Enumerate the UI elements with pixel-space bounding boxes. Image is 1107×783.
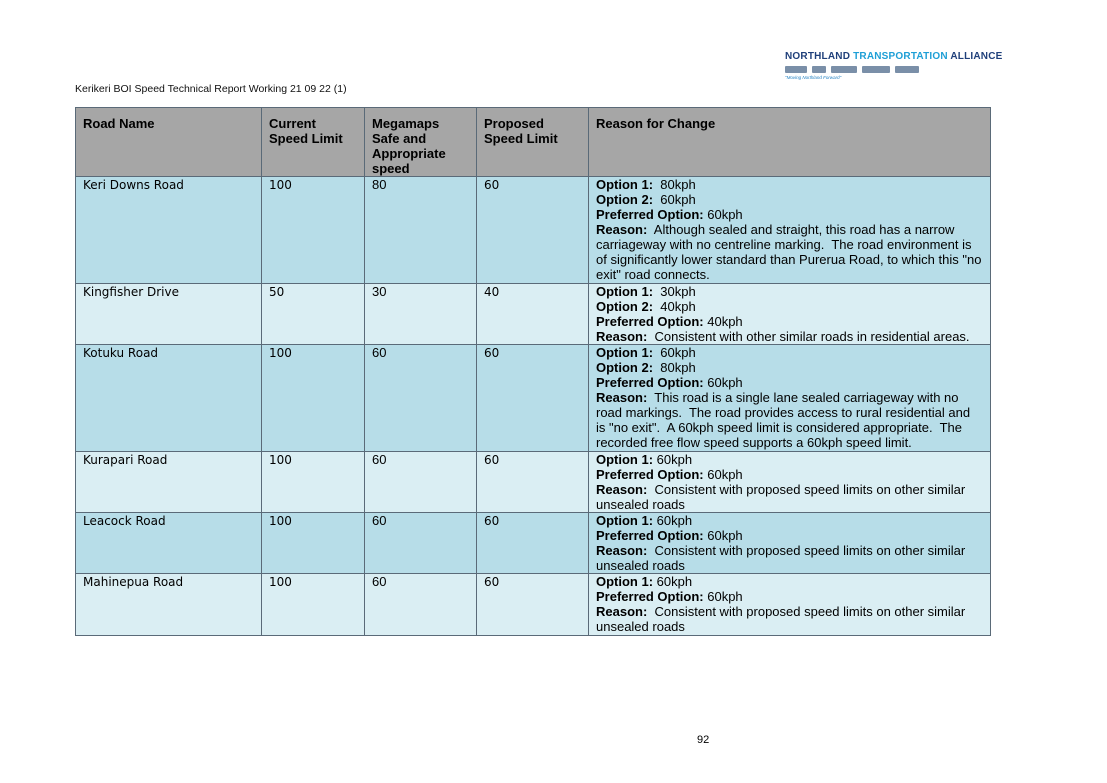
reason-text: 30kph xyxy=(653,284,696,299)
reason-line xyxy=(596,467,983,482)
reason-label: Reason: xyxy=(596,329,648,344)
megamaps-speed-cell: 60 xyxy=(365,452,477,513)
proposed-speed-cell-text: 40 xyxy=(484,285,500,299)
reason-cell xyxy=(589,513,991,574)
reason-line xyxy=(596,207,983,222)
reason-text: 60kph xyxy=(653,513,693,528)
logo-title-part3: ALLIANCE xyxy=(947,51,1003,62)
reason-line xyxy=(596,329,983,344)
logo-title-part1: NORTHLAND xyxy=(785,51,854,62)
table-row xyxy=(76,513,991,574)
proposed-speed-cell-text: 60 xyxy=(484,178,500,192)
reason-label: Option 1: xyxy=(596,452,654,467)
reason-text: 80kph xyxy=(653,360,696,375)
header-proposed-speed-limit: Proposed Speed Limit xyxy=(477,108,589,177)
megamaps-speed-cell: 60 xyxy=(365,513,477,574)
reason-cell xyxy=(589,177,991,284)
reason-label: Preferred Option: xyxy=(596,528,704,543)
proposed-speed-cell-text: 60 xyxy=(484,575,500,589)
reason-text: 60kph xyxy=(653,192,696,207)
reason-cell xyxy=(589,284,991,345)
logo-title xyxy=(785,51,1003,62)
reason-line xyxy=(596,284,983,299)
partner-logo-5 xyxy=(895,66,919,73)
reason-line xyxy=(596,222,986,282)
partner-logo-4 xyxy=(862,66,890,73)
road-name-cell-text: Kotuku Road xyxy=(83,346,159,360)
reason-label: Reason: xyxy=(596,543,648,558)
reason-text: Consistent with proposed speed limits on other similar unsealed roads xyxy=(596,482,969,512)
partner-logo-3 xyxy=(831,66,857,73)
reason-label: Option 2: xyxy=(596,360,654,375)
current-speed-cell-text: 100 xyxy=(269,178,292,192)
reason-label: Option 1: xyxy=(596,574,654,589)
proposed-speed-cell-text: 60 xyxy=(484,514,500,528)
proposed-speed-cell xyxy=(477,513,589,574)
header-megamaps-speed: Megamaps Safe and Appropriate speed xyxy=(365,108,477,177)
reason-text: 60kph xyxy=(703,589,743,604)
reason-text: 60kph xyxy=(703,207,743,222)
proposed-speed-cell xyxy=(477,177,589,284)
reason-label: Preferred Option: xyxy=(596,589,704,604)
reason-label: Reason: xyxy=(596,222,648,237)
proposed-speed-cell-text: 60 xyxy=(484,346,500,360)
road-name-cell-text: Kurapari Road xyxy=(83,453,168,467)
reason-label: Reason: xyxy=(596,604,648,619)
document-header: Kerikeri BOI Speed Technical Report Working 21 09 22 (1) xyxy=(75,83,347,95)
reason-label: Preferred Option: xyxy=(596,467,704,482)
reason-label: Reason: xyxy=(596,390,648,405)
current-speed-cell-text: 100 xyxy=(269,514,292,528)
table-header-row xyxy=(76,108,991,177)
road-name-cell xyxy=(76,284,262,345)
reason-text: This road is a single lane sealed carriageway with no road markings. The road provides access to rural residential and is "no exit". A 60kph speed limit is considered appropriate. The recorded free flow speed supports a 60kph speed limit. xyxy=(596,390,974,450)
reason-text: 60kph xyxy=(703,528,743,543)
reason-line xyxy=(596,177,983,192)
reason-text: 60kph xyxy=(653,345,696,360)
megamaps-speed-cell: 60 xyxy=(365,574,477,636)
reason-text: 60kph xyxy=(703,375,743,390)
megamaps-speed-cell: 30 xyxy=(365,284,477,345)
road-name-cell-text: Mahinepua Road xyxy=(83,575,184,589)
reason-line xyxy=(596,375,983,390)
reason-line xyxy=(596,574,983,589)
current-speed-cell-text: 100 xyxy=(269,575,292,589)
current-speed-cell-text: 100 xyxy=(269,453,292,467)
road-name-cell xyxy=(76,513,262,574)
header-reason-for-change: Reason for Change xyxy=(589,108,991,177)
reason-text: 60kph xyxy=(703,467,743,482)
reason-label: Option 1: xyxy=(596,345,654,360)
current-speed-cell-text: 50 xyxy=(269,285,285,299)
road-name-cell xyxy=(76,177,262,284)
reason-line xyxy=(596,390,983,450)
partner-logos xyxy=(785,64,955,74)
reason-line xyxy=(596,299,983,314)
table-row xyxy=(76,345,991,452)
reason-line xyxy=(596,360,983,375)
reason-line xyxy=(596,192,983,207)
road-name-cell-text: Leacock Road xyxy=(83,514,166,528)
megamaps-speed-cell: 80 xyxy=(365,177,477,284)
reason-text: Consistent with proposed speed limits on other similar unsealed roads xyxy=(596,604,969,634)
reason-text: Although sealed and straight, this road has a narrow carriageway with no centreline marking. The road environment is of significantly lower standard than Purerua Road, to which this "no exit" road connects. xyxy=(596,222,986,282)
reason-line xyxy=(596,589,983,604)
header-current-speed-limit: Current Speed Limit xyxy=(262,108,365,177)
reason-line xyxy=(596,513,983,528)
northland-transportation-alliance-logo xyxy=(785,51,1003,83)
road-name-cell xyxy=(76,345,262,452)
reason-label: Preferred Option: xyxy=(596,207,704,222)
reason-line xyxy=(596,314,983,329)
table-row xyxy=(76,284,991,345)
reason-line xyxy=(596,482,983,512)
reason-cell xyxy=(589,574,991,636)
table-body xyxy=(76,177,991,636)
reason-label: Reason: xyxy=(596,482,648,497)
megamaps-speed-cell: 60 xyxy=(365,345,477,452)
current-speed-cell-text: 100 xyxy=(269,346,292,360)
reason-line xyxy=(596,345,983,360)
reason-text: 40kph xyxy=(703,314,743,329)
reason-cell xyxy=(589,452,991,513)
partner-logo-2 xyxy=(812,66,826,73)
reason-label: Option 1: xyxy=(596,177,654,192)
reason-label: Option 2: xyxy=(596,192,654,207)
road-name-cell-text: Keri Downs Road xyxy=(83,178,184,192)
proposed-speed-cell xyxy=(477,452,589,513)
proposed-speed-cell xyxy=(477,284,589,345)
reason-text: 80kph xyxy=(653,177,696,192)
reason-label: Preferred Option: xyxy=(596,375,704,390)
current-speed-cell xyxy=(262,284,365,345)
partner-logo-1 xyxy=(785,66,807,73)
road-name-cell xyxy=(76,452,262,513)
proposed-speed-cell xyxy=(477,574,589,636)
reason-text: Consistent with other similar roads in residential areas. xyxy=(647,329,970,344)
reason-label: Option 1: xyxy=(596,284,654,299)
reason-text: 60kph xyxy=(653,452,693,467)
reason-text: 60kph xyxy=(653,574,693,589)
reason-label: Preferred Option: xyxy=(596,314,704,329)
road-name-cell-text: Kingfisher Drive xyxy=(83,285,179,299)
page-number: 92 xyxy=(697,734,710,746)
reason-label: Option 1: xyxy=(596,513,654,528)
reason-text: Consistent with proposed speed limits on other similar unsealed roads xyxy=(596,543,969,573)
current-speed-cell xyxy=(262,513,365,574)
logo-title-part2: TRANSPORTATION xyxy=(853,51,948,62)
proposed-speed-cell xyxy=(477,345,589,452)
reason-line xyxy=(596,604,983,634)
reason-line xyxy=(596,452,983,467)
road-name-cell xyxy=(76,574,262,636)
reason-label: Option 2: xyxy=(596,299,654,314)
reason-line xyxy=(596,528,983,543)
table-row xyxy=(76,574,991,636)
speed-limit-table xyxy=(75,107,991,636)
current-speed-cell xyxy=(262,574,365,636)
reason-cell xyxy=(589,345,991,452)
table-row xyxy=(76,177,991,284)
header-road-name: Road Name xyxy=(76,108,262,177)
current-speed-cell xyxy=(262,345,365,452)
logo-tagline: "Moving Northland Forward" xyxy=(785,75,842,80)
current-speed-cell xyxy=(262,177,365,284)
table-row xyxy=(76,452,991,513)
current-speed-cell xyxy=(262,452,365,513)
proposed-speed-cell-text: 60 xyxy=(484,453,500,467)
reason-text: 40kph xyxy=(653,299,696,314)
reason-line xyxy=(596,543,983,573)
